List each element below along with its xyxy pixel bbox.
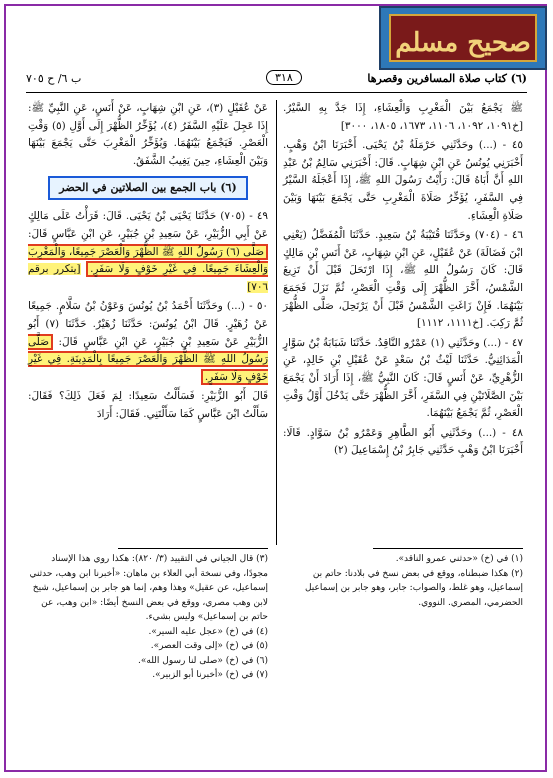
book-logo — [379, 6, 547, 70]
footnotes-left — [28, 552, 268, 683]
chapter-title-box: (٦) باب الجمع بين الصلاتين في الحضر — [48, 176, 248, 200]
footnote: (٤) في (خ) «عجل عليه السير». — [148, 626, 268, 637]
footnote: (٥) في (خ) «إلى وقت العصر». — [150, 641, 268, 651]
logo-plaque — [389, 14, 537, 62]
hadith-paragraph: ٤٥ - (...) وحَدَّثَنِي حَرْمَلَةُ بْنُ يَحْيَى. أَخْبَرَنَا ابْنُ وَهْبٍ. أَخْبَرَنِي يُونُسُ عَنِ ابْنِ شِهَابٍ. قَالَ: أَخْبَرَنِي سَالِمُ بْنُ عَبْدِ اللهِ أَنَّ أَبَاهُ قَالَ: رَأَيْتُ رَسُولَ اللهِ ﷺ، إِذَا أَعْجَلَهُ السَّيْرُ فِي السَّفَرِ، يُؤَخِّرُ صَلَاةَ الْمَغْرِبِ حَتَّى يَجْمَعَ بَيْنَهَا وَبَيْنَ صَلَاةِ الْعِشَاءِ. — [283, 139, 523, 222]
hadith-isnad: ٤٩ - (٧٠٥) حَدَّثَنَا يَحْيَى بْنُ يَحْيَى. قَالَ: قَرَأْتُ عَلَى مَالِكٍ عَنْ أَبِي الزُّبَيْرِ، عَنْ سَعِيدِ بْنِ جُبَيْرٍ، عَنِ ابْنِ عَبَّاسٍ قَالَ: — [28, 210, 268, 240]
page-number: ٣١٨ — [266, 70, 302, 85]
hadith-paragraph — [28, 298, 268, 386]
hadith-paragraph: ﷺ يَجْمَعُ بَيْنَ الْمَغْرِبِ وَالْعِشَاءِ، إِذَا جَدَّ بِهِ السَّيْرُ. [خ١٠٩١، ١٠٩٢، ١١٠٦، ١٦٧٣، ١٨٠٥، ٣٠٠٠] — [283, 102, 523, 132]
footnote-rule — [118, 548, 268, 549]
hadith-isnad: ٥٠ - (...) وحَدَّثَنَا أَحْمَدُ بْنُ يُونُسَ وَعَوْنُ بْنُ سَلَّامٍ. جَمِيعًا عَنْ زُهَيْرٍ. قَالَ ابْنُ يُونُسَ: حَدَّثَنَا زُهَيْرٌ. حَدَّثَنَا (٧) أَبُو الزُّبَيْرِ عَنْ سَعِيدِ بْنِ جُبَيْرٍ، عَنِ ابْنِ عَبَّاسٍ قَالَ: — [28, 300, 268, 348]
left-column — [28, 100, 268, 426]
hadith-paragraph — [28, 208, 268, 296]
hadith-reference: ب ٦/ ح ٧٠٥ — [26, 72, 82, 85]
highlighted-matn: صَلَّى رَسُولُ اللهِ ﷺ الظُّهْرَ وَالْعَصْرَ جَمِيعًا بِالْمَدِينَةِ. فِي غَيْرِ خَوْفٍ وَلَا سَفَرٍ. — [28, 335, 268, 383]
hadith-paragraph: ٤٦ - (٧٠٤) وحَدَّثَنَا قُتَيْبَةُ بْنُ سَعِيدٍ. حَدَّثَنَا الْمُفَضَّلُ (يَعْنِي ابْنَ فَضَالَةَ) عَنْ عُقَيْلٍ، عَنِ ابْنِ شِهَابٍ، عَنْ أَنَسِ بْنِ مَالِكٍ قَالَ: كَانَ رَسُولُ اللهِ ﷺ، إِذَا ارْتَحَلَ قَبْلَ أَنْ تَزِيغَ الشَّمْسُ، أَخَّرَ الظُّهْرَ إِلَى وَقْتِ الْعَصْرِ، ثُمَّ نَزَلَ فَجَمَعَ بَيْنَهُمَا. فَإِنْ زَاغَتِ الشَّمْسُ قَبْلَ أَنْ يَرْتَحِلَ، صَلَّى الظُّهْرَ ثُمَّ رَكِبَ. [خ١١١١، ١١١٢] — [283, 229, 524, 330]
footnotes-right — [283, 552, 523, 610]
header-rule — [26, 92, 527, 93]
footnote: (١) في (خ) «حدثني عمرو الناقد». — [395, 554, 523, 564]
footnote: (٦) في (خ) «صلى لنا رسول الله». — [138, 655, 268, 666]
hadith-paragraph: ٤٧ - (...) وحَدَّثَنِي (١) عَمْرٌو النَّاقِدُ. حَدَّثَنَا شَبَابَةُ بْنُ سَوَّارٍ الْمَدَائِنِيُّ. حَدَّثَنَا لَيْثُ بْنُ سَعْدٍ عَنْ عُقَيْلِ بْنِ خَالِدٍ، عَنِ الزُّهْرِيِّ، عَنْ أَنَسٍ قَالَ: كَانَ النَّبِيُّ ﷺ، إِذَا أَرَادَ أَنْ يَجْمَعَ بَيْنَ الصَّلَاتَيْنِ فِي السَّفَرِ، أَخَّرَ الظُّهْرَ حَتَّى يَدْخُلَ أَوَّلُ وَقْتِ الْعَصْرِ، ثُمَّ يَجْمَعُ بَيْنَهُمَا. — [283, 336, 523, 420]
repeat-note: [يتكرر برقم ٧٠٦] — [28, 263, 268, 293]
hadith-paragraph: عَنْ عُقَيْلٍ (٣)، عَنِ ابْنِ شِهَابٍ، عَنْ أَنَسٍ، عَنِ النَّبِيِّ ﷺ: إِذَا عَجِلَ عَلَيْهِ السَّفَرُ (٤)، يُؤَخِّرُ الظُّهْرَ إِلَى أَوَّلِ (٥) وَقْتِ الْعَصْرِ. فَيَجْمَعُ بَيْنَهُمَا. وَيُؤَخِّرُ الْمَغْرِبَ حَتَّى يَجْمَعَ بَيْنَهَا وَبَيْنَ الْعِشَاءِ، حِينَ يَغِيبُ الشَّفَقُ. — [28, 102, 269, 167]
hadith-paragraph: ٤٨ - (...) وحَدَّثَنِي أَبُو الطَّاهِرِ وَعَمْرُو بْنُ سَوَّادٍ. قَالَا: أَخْبَرَنَا ابْنُ وَهْبٍ حَدَّثَنِي جَابِرُ بْنُ إِسْمَاعِيلَ (٢) — [283, 426, 523, 457]
page-header — [26, 72, 527, 90]
highlighted-matn: صَلَّى (٦) رَسُولُ اللهِ ﷺ الظُّهْرَ وَالْعَصْرَ جَمِيعًا، وَالْمَغْرِبَ وَالْعِشَاءَ جَمِيعًا. فِي غَيْرِ خَوْفٍ وَلَا سَفَرٍ. — [28, 245, 269, 276]
column-divider — [276, 100, 277, 545]
right-column — [283, 100, 523, 462]
footnote: (٧) في (خ) «أخبرنا أبو الزبير». — [152, 670, 268, 680]
footnote: (٣) قال الجياني في التقييد (٣/ ٨٢٠): هكذا روي هذا الإسناد مجودًا، وفي نسخة أبي العلاء بن ماهان: «أخبرنا ابن وهب، حدثني إسماعيل، عن عقيل» وهذا وهم، إنما هو جابر بن إسماعيل، شيخ لابن وهب مصري، ووقع في بعض النسخ أيضًا: «ابن وهب، عن حاتم بن إسماعيل» وليس بشيء. — [29, 554, 268, 622]
logo-text: صحيح مسلم — [395, 28, 531, 58]
footnote: (٢) هكذا ضبطناه، ووقع في بعض نسخ في بلادنا: حاتم بن إسماعيل، وهو غلط، والصواب: جابر، وهو جابر بن إسماعيل الحضرمي، المصري. النووي. — [304, 568, 523, 608]
hadith-paragraph: قَالَ أَبُو الزُّبَيْرِ: فَسَأَلْتُ سَعِيدًا: لِمَ فَعَلَ ذَلِكَ؟ فَقَالَ: سَأَلْتُ ابْنَ عَبَّاسٍ كَمَا سَأَلْتَنِي. فَقَالَ: أَرَادَ — [28, 390, 268, 420]
footnote-rule — [373, 548, 523, 549]
chapter-heading: (٦) كتاب صلاة المسافرين وقصرها — [367, 72, 527, 85]
